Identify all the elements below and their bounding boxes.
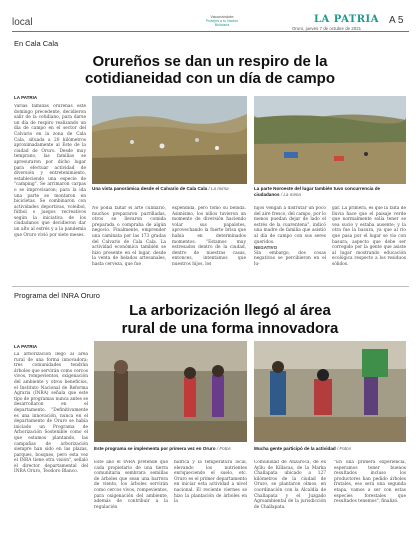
story2-photo1-credit: / Fotos bbox=[216, 446, 231, 451]
story2-photo1-caption-text: Este programa se implementa por primera vez en Oruro bbox=[94, 446, 216, 451]
story2-col4: Comunidad de Anzaroca, de ex Ayllu de Killacas, de la Marka Challapata ubicado a 127 kilómetros de la ciudad de Oruro, se plantaron olmos, en coordinación con la Alcaldía de Challapata y el Juzgado Agroambiental de la jurisdicción de Challapata. bbox=[254, 460, 326, 510]
story1-headline bbox=[40, 53, 380, 87]
story2-photo2-caption-text: Mucha gente participó de la actividad bbox=[254, 446, 336, 451]
masthead: LA PATRIA bbox=[314, 14, 379, 25]
ad-line-1: Vacunándote bbox=[210, 14, 234, 19]
story1-photo1-caption-text: Una vista panorámica desde el Calvario de Cala Cala bbox=[92, 186, 208, 191]
story2-photo2 bbox=[254, 341, 406, 442]
story1-photo2 bbox=[254, 96, 406, 184]
story1-photo2-caption bbox=[254, 186, 406, 198]
story1-col4-text: hijos vengan a disfrutar un poco del aire fresco, del campo, por lo menos puedan dejar de lado el estrés de la cuarentena", indicó una madre de familia que asistió al día de campo con sus seres queridos. bbox=[254, 206, 326, 245]
section-divider bbox=[12, 286, 409, 287]
story2-col5: "En una primera experiencia, esperamos tener buenos resultados incluso los productores han pedido árboles frutales, eso será una segunda etapa, vamos a ser con estas especies forestales que resultados tenemos", finalizó. bbox=[334, 460, 406, 505]
story2-col1: La arborización llegó al área rural de una forma innovadora; tres comunidades tendrán árboles que servirán como cercos vivos, rompevientos, oxigenación del ambiente y otros beneficios, el Instituto Nacional de Reforma Agraria (INRA) señala que este tipo de programas nunca antes se desarrollaron en el departamento. "Definitivamente es una innovación, nunca en el departamento de Oruro se había iniciado un Programa de Arborización Sostenible como el que estamos plantando, las campañas de arborización siempre han sido en las plazas, parques, bosques, pero esta vez el INRA tiene otra visión", señaló el director departamental del INRA Oruro, Teodoro Blanco. bbox=[14, 352, 88, 475]
story1-headline-line1: Orureños se dan un respiro de la bbox=[92, 53, 328, 70]
story2-photo1 bbox=[94, 341, 247, 442]
story1-photo1-caption bbox=[92, 186, 247, 192]
story1-photo2-caption-text: La parte Noroeste del lugar también tuvo concurrencia de ciudadanos bbox=[254, 186, 381, 197]
story1-kicker: En Cala Cala bbox=[14, 39, 59, 48]
story1-col2: No podía faltar el arte culinario, muchos prepararon parrilladas, otros se llevaron comida preparada o compraba de algún negocio. Finalmente, emprender una caminata por las 173 gradas del Calvario de Cala Cala. La actividad económica también se hizo presente en el lugar, desde la venta de helados artesanales, hasta cerveza, que fue bbox=[92, 206, 166, 267]
story2-byline: LA PATRIA bbox=[14, 344, 38, 349]
story2-photo2-caption bbox=[254, 446, 406, 452]
story1-col3: expendida, pero tomo su bebida. Asimismo, los niños tuvieron un momento de diversión haciendo volar sus papalotes, aprovechando la fuerte brisa que había en determinados momentos. "Estamos muy estresados dentro de la ciudad, dentro de nuestras casas, entonces, intentamos que nuestros hijos, los bbox=[172, 206, 246, 267]
story2-headline bbox=[80, 302, 380, 338]
story1-col4b-text: Sin embargo, dos cosas negativas se percibieron en el lu- bbox=[254, 250, 326, 267]
story1-photo2-credit: / La mima bbox=[280, 191, 301, 197]
story1-col1: Varias familias orureñas este domingo precedente, decidieron salir de la cotidiano, para darse un día de respiro realizando un día de campo en el sector del Calvario en la zona de Cala Cala, situada a 20 kilómetros aproximadamente al Este de la ciudad de Oruro. Desde muy temprano, las familias se apresuraron por dicho lugar para efectuar actividad de diversión y entretenimiento, estableciendo una especie de "camping". Se arrimaron carpas o se improvisaron; para la ida una parte se montaron en bicicletas. Se combinaron con actividades deportivas, voleibol, fútbol o juegos recreativos según la iniciativa de los ciudadanos que decidieron dar un alto al estrés y a la pandemia que Oruro vivió por siete meses. bbox=[14, 104, 86, 238]
story2-photo2-credit: / Fotos bbox=[336, 446, 352, 451]
story1-photo1 bbox=[92, 96, 247, 184]
story1-col5: gar. La primera, es que la falta de lluvia hace que el paisaje verde que normalmente solía tener se vea sucio y estaba ausente; y la otra fue la basura, ya que al río que pasa por el lugar se vio con basura, aspecto que debe ser corregido por la gente que asiste al lugar mostrando educación ecológica respecto a los residuos sólidos. bbox=[332, 206, 406, 267]
story2-headline-line2: rural de una forma innovadora bbox=[121, 320, 339, 337]
story1-byline: LA PATRIA bbox=[14, 95, 38, 100]
story1-photo1-credit: / La mima bbox=[208, 186, 229, 191]
header-rule bbox=[12, 31, 409, 32]
ad-line-2: Protejes a tu Nación Boliviana bbox=[205, 19, 239, 27]
section-label: local bbox=[12, 17, 33, 28]
story2-kicker: Programa del INRA Oruro bbox=[14, 291, 100, 300]
ad-box bbox=[200, 14, 244, 27]
story1-headline-line2: cotidianeidad con un día de campo bbox=[84, 70, 336, 87]
story1-subhead: NEGATIVO bbox=[254, 245, 278, 251]
story1-col4 bbox=[254, 206, 326, 282]
story2-col2: Este año el INRA pretende que cada propietario de una tierra comunitaria sembrara semillas de árboles que sean una barrera de viento, los árboles servirán como cercos vivos, rompevientos, para oxigenación del ambiente, además de contribuir a la regulación bbox=[94, 460, 168, 510]
dateline: Oruro, jueves 7 de octubre de 2021 bbox=[292, 26, 362, 31]
story2-headline-line1: La arborización llegó al área bbox=[129, 302, 331, 319]
page-number: A 5 bbox=[389, 15, 404, 26]
story2-col3: hídrica y la temperatura local, elevando los nutrientes enriqueciendo el suelo, etc. Oruro es el primer departamento en iniciar esta actividad a nivel nacional. El reciente viernes se hizo la plantación de árboles en la bbox=[174, 460, 247, 505]
story2-photo1-caption bbox=[94, 446, 247, 452]
